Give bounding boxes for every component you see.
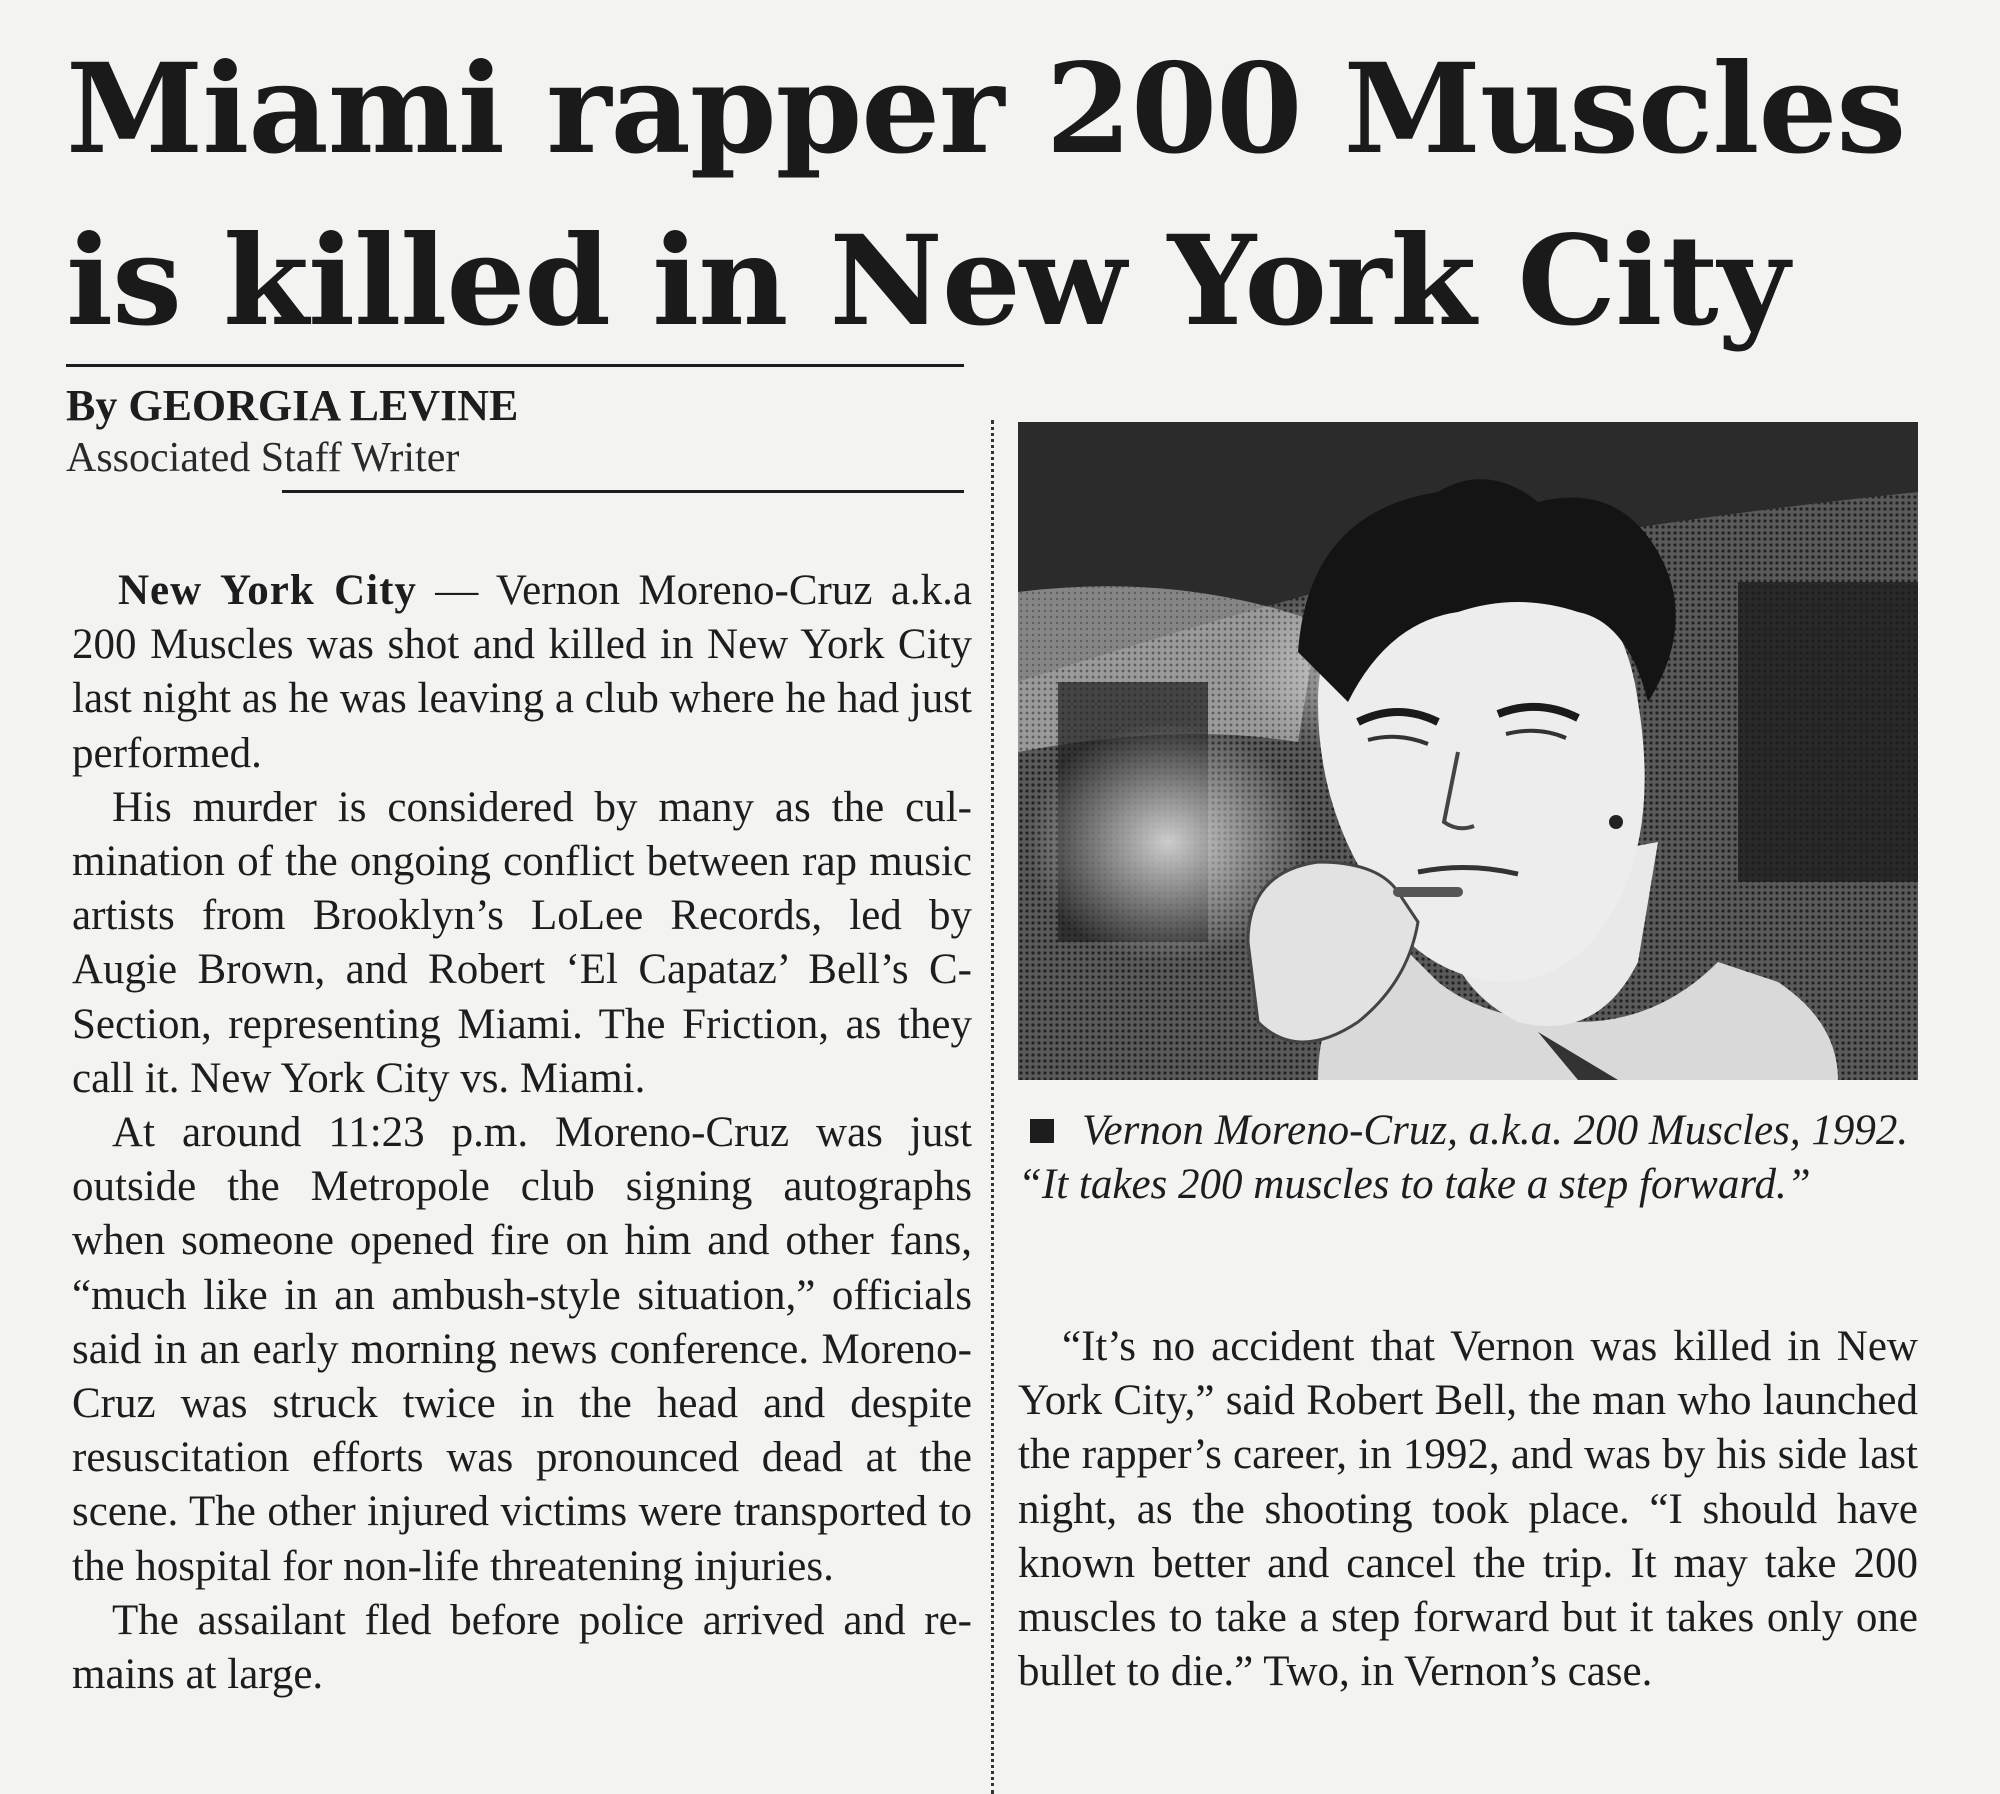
headline-rule bbox=[66, 364, 964, 367]
caption-quote: “It takes 200 muscles to take a step forward.” bbox=[1018, 1161, 1811, 1208]
headline bbox=[66, 24, 1946, 368]
byline-role: Associated Staff Writer bbox=[66, 435, 460, 481]
byline-rule bbox=[282, 490, 964, 493]
article-column-left bbox=[72, 564, 972, 1702]
headline-line-2: is killed in New York City bbox=[66, 209, 1789, 354]
caption-bullet-icon bbox=[1030, 1119, 1054, 1143]
byline-author: By GEORGIA LEVINE bbox=[66, 381, 519, 430]
headline-line-1: Miami rapper 200 Muscles bbox=[66, 37, 1906, 182]
portrait-photo bbox=[1018, 422, 1918, 1080]
article-paragraph-1-text: — Vernon Moreno-Cruz a.k.a 200 Muscles was shot and killed in New York City last night as he was leaving a club where he had just performed. bbox=[72, 567, 972, 777]
article-paragraph-2: His murder is considered by many as the culmination of the ongoing conflict between rap music artists from Brooklyn’s LoLee Records, led by Augie Brown, and Robert ‘El Capataz’ Bell’s C-Section, representing Miami. The Friction, as they call it. New York City vs. Miami. bbox=[72, 783, 972, 1102]
dateline: New York City bbox=[118, 567, 417, 614]
article-column-right bbox=[1018, 1320, 1918, 1699]
article-paragraph-3: At around 11:23 p.m. Moreno-Cruz was just outside the Metropole club signing autographs when someone opened fire on him and other fans, “much like in an ambush-style situation,” officials said in an early morning news conference. Moreno-Cruz was struck twice in the head and despite resuscitation efforts was pronounced dead at the scene. The other injured victims were transported to the hospital for non-life threatening injuries. bbox=[72, 1109, 972, 1590]
article-paragraph-1 bbox=[72, 564, 972, 781]
caption-text: Vernon Moreno-Cruz, a.k.a. 200 Muscles, 1992. bbox=[1082, 1107, 1909, 1154]
article-paragraph-5: “It’s no accident that Vernon was killed in New York City,” said Robert Bell, the man who launched the rapper’s career, in 1992, and was by his side last night, as the shooting took place. “I should have known better and cancel the trip. It may take 200 muscles to take a step forward but it takes only one bullet to die.” Two, in Vernon’s case. bbox=[1018, 1323, 1918, 1696]
article-paragraph-4: The assailant fled before police arrived and remains at large. bbox=[72, 1596, 972, 1699]
column-divider bbox=[991, 420, 994, 1794]
portrait-illustration-icon bbox=[1018, 422, 1918, 1080]
photo-caption bbox=[1018, 1104, 1918, 1212]
